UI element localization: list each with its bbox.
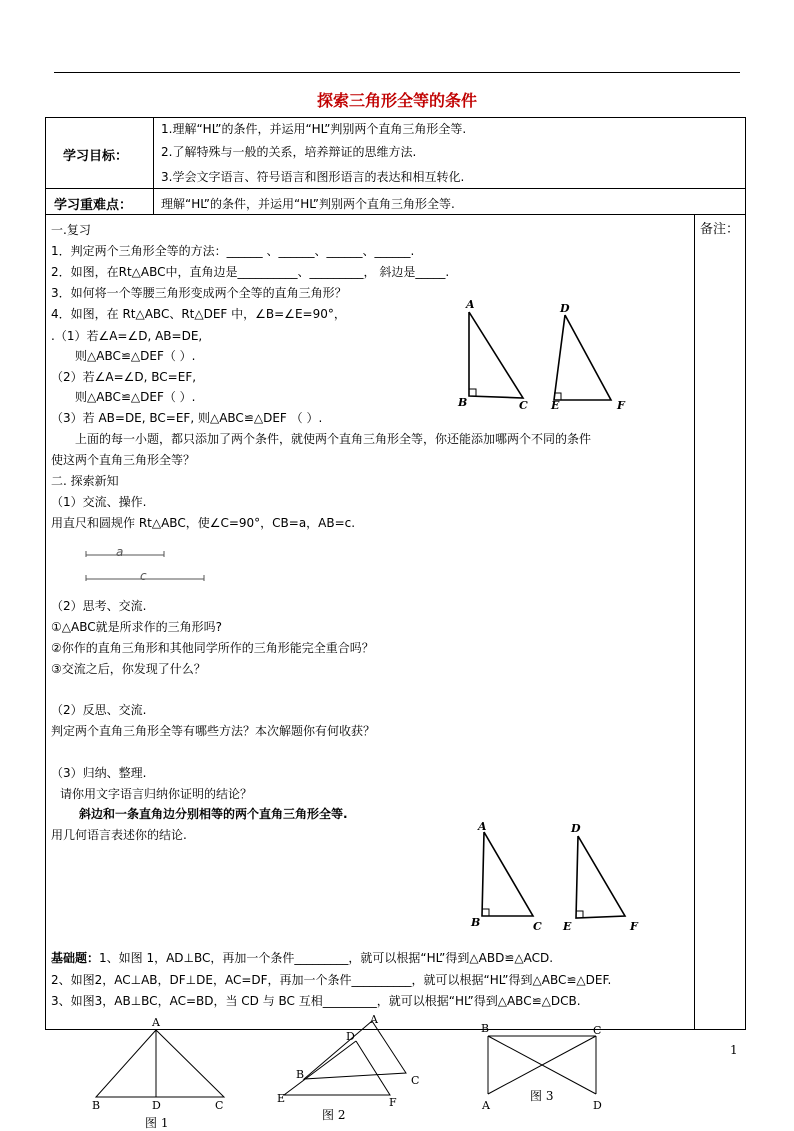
key-label: 学习重难点：	[54, 198, 133, 213]
point-label-f-2: F	[630, 920, 638, 933]
right-triangles-figure-bottom	[470, 820, 650, 930]
explore-step-2-q3: ③交流之后，你发现了什么？	[51, 662, 206, 676]
figure-2-caption: 图 2	[322, 1108, 346, 1122]
fig3-label-c: C	[593, 1024, 602, 1037]
review-q4a-conclusion: 则△ABC≌△DEF（ ）.	[75, 349, 196, 363]
review-paragraph-2: 使这两个直角三角形全等？	[51, 453, 196, 467]
goal-item-2: 2.了解特殊与一般的关系，培养辩证的思维方法.	[161, 145, 417, 159]
figure-3-caption: 图 3	[530, 1089, 554, 1103]
col-divider-header	[153, 118, 154, 214]
review-q2: 2．如图，在Rt△ABC中，直角边是__________、_________， 斜边是_____.	[51, 265, 450, 279]
point-label-e: E	[551, 399, 560, 412]
basic-label: 基础题：	[51, 951, 100, 965]
top-rule	[54, 72, 740, 73]
review-q4c: （3）若 AB=DE, BC=EF, 则△ABC≌△DEF （ ）.	[51, 411, 323, 425]
explore-step-2: （2）思考、交流.	[51, 599, 147, 613]
row-divider-1	[46, 188, 746, 189]
explore-geometric-language: 用几何语言表述你的结论.	[51, 828, 187, 842]
point-label-d-2: D	[571, 822, 581, 835]
col-divider-notes	[694, 214, 695, 1030]
explore-conclusion: 斜边和一条直角边分别相等的两个直角三角形全等.	[79, 807, 348, 821]
point-label-b-2: B	[471, 916, 481, 929]
fig1-label-d: D	[152, 1099, 161, 1112]
page-number: 1	[730, 1043, 738, 1057]
basic-exercise-1-text: 1、如图 1，AD⊥BC，再加一个条件_________，就可以根据“HL”得到△ABD≌△ACD.	[99, 951, 554, 965]
explore-step-3: （2）反思、交流.	[51, 703, 147, 717]
point-label-c-2: C	[533, 920, 542, 933]
explore-heading: 二. 探索新知	[51, 474, 119, 488]
basic-exercise-3: 3、如图3，AB⊥BC，AC=BD，当 CD 与 BC 互相_________，就可以根据“HL”得到△ABC≌△DCB.	[51, 994, 581, 1008]
point-label-f: F	[617, 399, 625, 412]
notes-label: 备注：	[700, 222, 740, 237]
explore-step-2-q2: ②你作的直角三角形和其他同学所作的三角形能完全重合吗？	[51, 641, 374, 655]
explore-step-1: （1）交流、操作.	[51, 495, 147, 509]
explore-step-3-text: 判定两个直角三角形全等有哪些方法？本次解题你有何收获？	[51, 724, 376, 738]
explore-step-1-text: 用直尺和圆规作 Rt△ABC，使∠C=90°，CB=a，AB=c.	[51, 516, 356, 530]
goal-item-3: 3.学会文字语言、符号语言和图形语言的表达和相互转化.	[161, 170, 465, 184]
point-label-a: A	[466, 298, 475, 311]
fig2-label-a: A	[370, 1013, 378, 1026]
explore-step-2-q1: ①△ABC就是所求作的三角形吗?	[51, 620, 222, 634]
fig3-label-b: B	[481, 1022, 490, 1035]
fig1-label-b: B	[92, 1099, 101, 1112]
point-label-c: C	[519, 399, 528, 412]
figure-1-caption: 图 1	[145, 1116, 169, 1130]
basic-exercise-2: 2、如图2，AC⊥AB，DF⊥DE，AC=DF，再加一个条件__________，就可以根据“HL”得到△ABC≌△DEF.	[51, 973, 612, 987]
basic-exercise-1	[51, 950, 553, 966]
goal-item-1: 1.理解“HL”的条件，并运用“HL”判别两个直角三角形全等.	[161, 122, 467, 136]
key-text: 理解“HL”的条件，并运用“HL”判别两个直角三角形全等.	[161, 197, 455, 211]
point-label-a-2: A	[478, 820, 487, 833]
explore-step-4-question: 请你用文字语言归纳你证明的结论？	[60, 787, 253, 801]
review-q1: 1．判定两个三角形全等的方法：______ 、______、______、______.	[51, 244, 415, 258]
right-triangles-figure-top	[455, 300, 635, 415]
segment-label-c: c	[140, 569, 147, 583]
explore-step-4: （3）归纳、整理.	[51, 766, 147, 780]
fig3-label-a: A	[482, 1099, 490, 1112]
row-divider-2	[46, 214, 746, 215]
goals-label: 学习目标：	[63, 149, 129, 164]
fig1-label-c: C	[215, 1099, 224, 1112]
fig2-label-b: B	[296, 1068, 305, 1081]
review-q3: 3．如何将一个等腰三角形变成两个全等的直角三角形？	[51, 286, 347, 300]
fig2-label-e: E	[277, 1092, 286, 1105]
point-label-e-2: E	[563, 920, 572, 933]
figure-2-diagram	[280, 1015, 420, 1105]
fig2-label-c: C	[411, 1074, 420, 1087]
fig2-label-d: D	[346, 1030, 355, 1043]
point-label-d: D	[560, 302, 570, 315]
review-q4b-condition: （2）若∠A=∠D, BC=EF,	[51, 370, 197, 384]
review-q4: 4．如图，在 Rt△ABC、Rt△DEF 中，∠B=∠E=90°，	[51, 307, 346, 321]
fig1-label-a: A	[152, 1016, 160, 1029]
point-label-b: B	[458, 396, 468, 409]
segments-a-c	[80, 545, 220, 585]
fig2-label-f: F	[389, 1096, 397, 1109]
segment-label-a: a	[116, 545, 124, 559]
fig3-label-d: D	[593, 1099, 602, 1112]
figure-1-diagram	[90, 1025, 240, 1105]
review-q4b-conclusion: 则△ABC≌△DEF（ ）.	[75, 390, 196, 404]
page-title: 探索三角形全等的条件	[316, 91, 477, 110]
review-q4a-condition: .（1）若∠A=∠D, AB=DE,	[51, 329, 203, 343]
review-paragraph-1: 上面的每一小题，都只添加了两个条件，就使两个直角三角形全等，你还能添加哪两个不同的条件	[75, 432, 592, 446]
review-heading: 一.复习	[51, 223, 91, 237]
